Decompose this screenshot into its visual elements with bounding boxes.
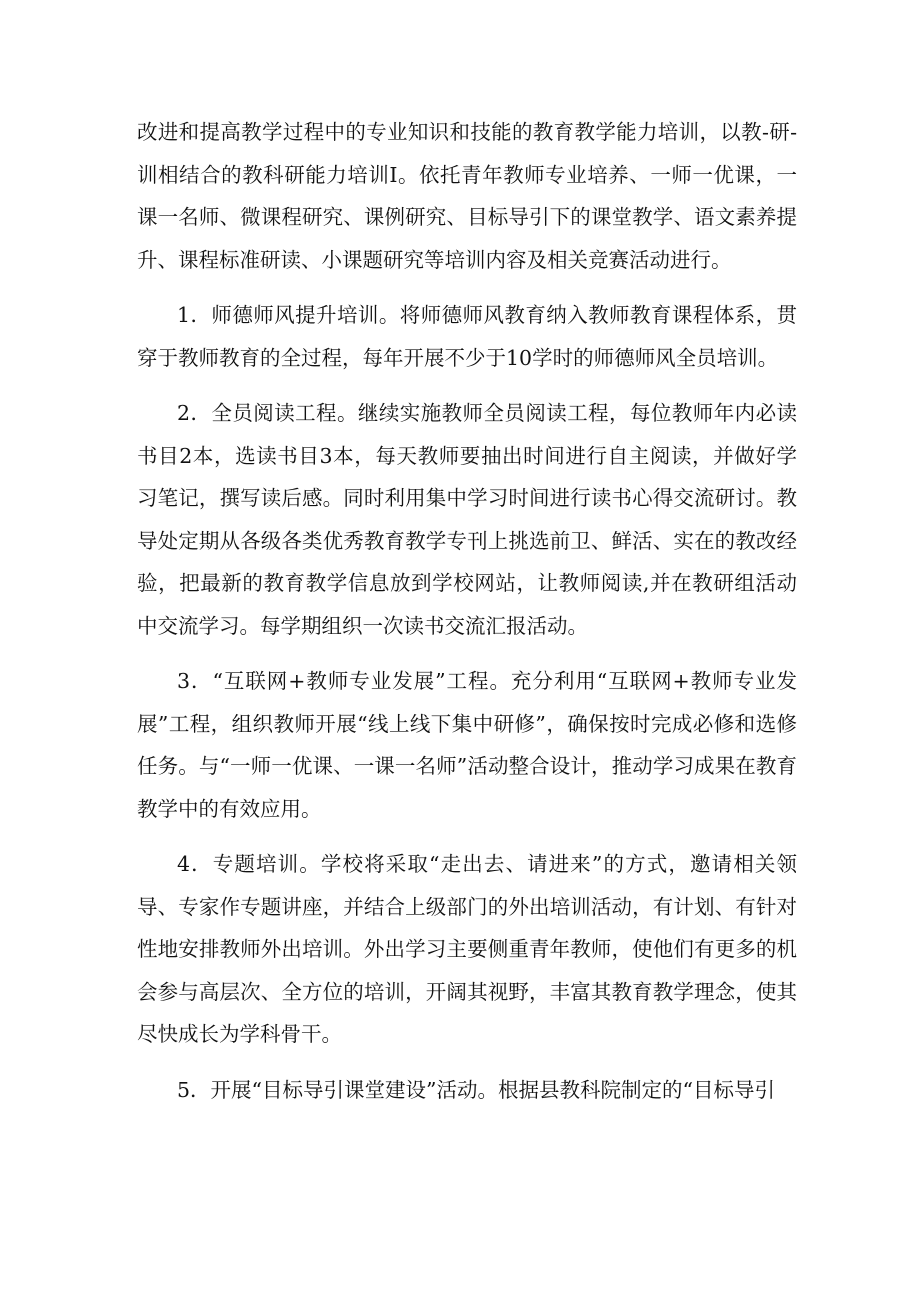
paragraph-item-4: 4．专题培训。学校将采取“走出去、请进来”的方式，邀请相关领导、专家作专题讲座，并结合上级部门的外出培训活动，有计划、有针对性地安排教师外出培训。外出学习主要侧重青年教师，使他们有更多的机会参与高层次、全方位的培训，开阔其视野，丰富其教育教学理念，使其尽快成长为学科骨干。 [137, 852, 797, 1046]
paragraph-item-2: 2．全员阅读工程。继续实施教师全员阅读工程，每位教师年内必读书目2本，选读书目3本，每天教师要抽出时间进行自主阅读，并做好学习笔记，撰写读后感。同时利用集中学习时间进行读书心得交流研讨。教导处定期从各级各类优秀教育教学专刊上挑选前卫、鲜活、实在的教改经验，把最新的教育教学信息放到学校网站，让教师阅读,并在教研组活动中交流学习。每学期组织一次读书交流汇报活动。 [137, 401, 797, 638]
paragraph-item-5: 5．开展“目标导引课堂建设”活动。根据县教科院制定的“目标导引 [177, 1077, 775, 1102]
document-body [137, 111, 797, 1124]
paragraph-intro: 改进和提高教学过程中的专业知识和技能的教育教学能力培训，以教-研-训相结合的教科研能力培训I。依托青年教师专业培养、一师一优课，一课一名师、微课程研究、课例研究、目标导引下的课堂教学、语文素养提升、课程标准研读、小课题研究等培训内容及相关竞赛活动进行。 [137, 120, 797, 272]
paragraph-item-1: 1．师德师风提升培训。将师德师风教育纳入教师教育课程体系，贯穿于教师教育的全过程，每年开展不少于10学时的师德师风全员培训。 [137, 303, 797, 370]
paragraph-item-3: 3．“互联网+教师专业发展”工程。充分利用“互联网+教师专业发展”工程，组织教师开展“线上线下集中研修”，确保按时完成必修和选修任务。与“一师一优课、一课一名师”活动整合设计，推动学习成果在教育教学中的有效应用。 [137, 669, 797, 821]
